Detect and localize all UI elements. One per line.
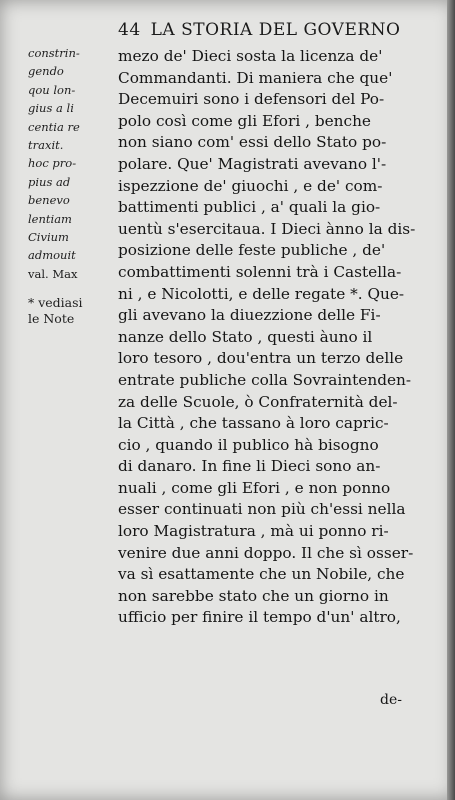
margin-notes [28,44,112,327]
text-line: uentù s'esercitaua. I Dieci ànno la dis- [118,219,416,238]
text-line: esser continuati non più ch'essi nella [118,500,406,519]
text-line: loro Magistratura , mà ui ponno ri- [118,522,389,541]
margin-line: val. Max [28,266,78,281]
text-line: ispezzione de' giuochi , e de' com- [118,176,383,195]
margin-line: traxit. [28,138,64,153]
text-line: polare. Que' Magistrati avevano l'- [118,154,387,173]
text-line: entrate publiche colla Sovraintenden- [118,370,412,389]
margin-line: admouit [28,248,76,263]
margin-line: constrin- [28,46,80,60]
text-line: mezo de' Dieci sosta la licenza de' [118,47,383,65]
text-line: loro tesoro , dou'entra un terzo delle [118,349,404,368]
page-number: 44 [118,20,141,40]
text-line: nanze dello Stato , questi àuno il [118,327,373,346]
text-line: combattimenti solenni trà i Castella- [118,262,402,281]
text-line: gli avevano la diuezzione delle Fi- [118,306,381,325]
running-header [118,20,418,40]
text-line: Decemuiri sono i defensori del Po- [118,90,385,109]
text-line: Commandanti. Di maniera che que' [118,68,393,87]
body-text [118,46,420,629]
text-line: la Città , che tassano à loro capric- [118,414,389,433]
text-line: ni , e Nicolotti, e delle regate *. Que- [118,284,405,303]
margin-line: gius a li [28,101,74,116]
text-line: posizione delle feste publiche , de' [118,241,386,260]
text-line: va sì esattamente che un Nobile, che [118,565,405,584]
text-line: battimenti publici , a' quali la gio- [118,198,381,217]
margin-line: hoc pro- [28,156,77,171]
margin-line: gendo [28,64,64,79]
text-line: nuali , come gli Efori , e non ponno [118,478,391,497]
margin-line: pius ad [28,174,71,189]
running-title: LA STORIA DEL GOVERNO [150,20,401,40]
note-ref-line: * vediasi [28,295,83,311]
margin-line: centia re [28,119,80,134]
catchword: de- [380,692,402,708]
text-line: di danaro. In fine li Dieci sono an- [118,457,381,476]
text-line: cio , quando il publico hà bisogno [118,435,379,454]
text-line: ufficio per finire il tempo d'un' altro, [118,608,401,627]
margin-line: Civium [28,230,69,245]
margin-line: lentiam [28,211,72,226]
margin-line: qou lon- [28,82,76,97]
text-line: non sarebbe stato che un giorno in [118,586,389,605]
margin-line: benevo [28,193,70,208]
text-line: polo così come gli Efori , benche [118,111,371,130]
text-line: non siano com' essi dello Stato po- [118,133,387,152]
text-line: za delle Scuole, ò Confraternità del- [118,392,398,411]
note-ref-line: le Note [28,311,75,327]
note-reference [28,295,112,327]
text-line: venire due anni doppo. Il che sì osser- [118,543,414,562]
